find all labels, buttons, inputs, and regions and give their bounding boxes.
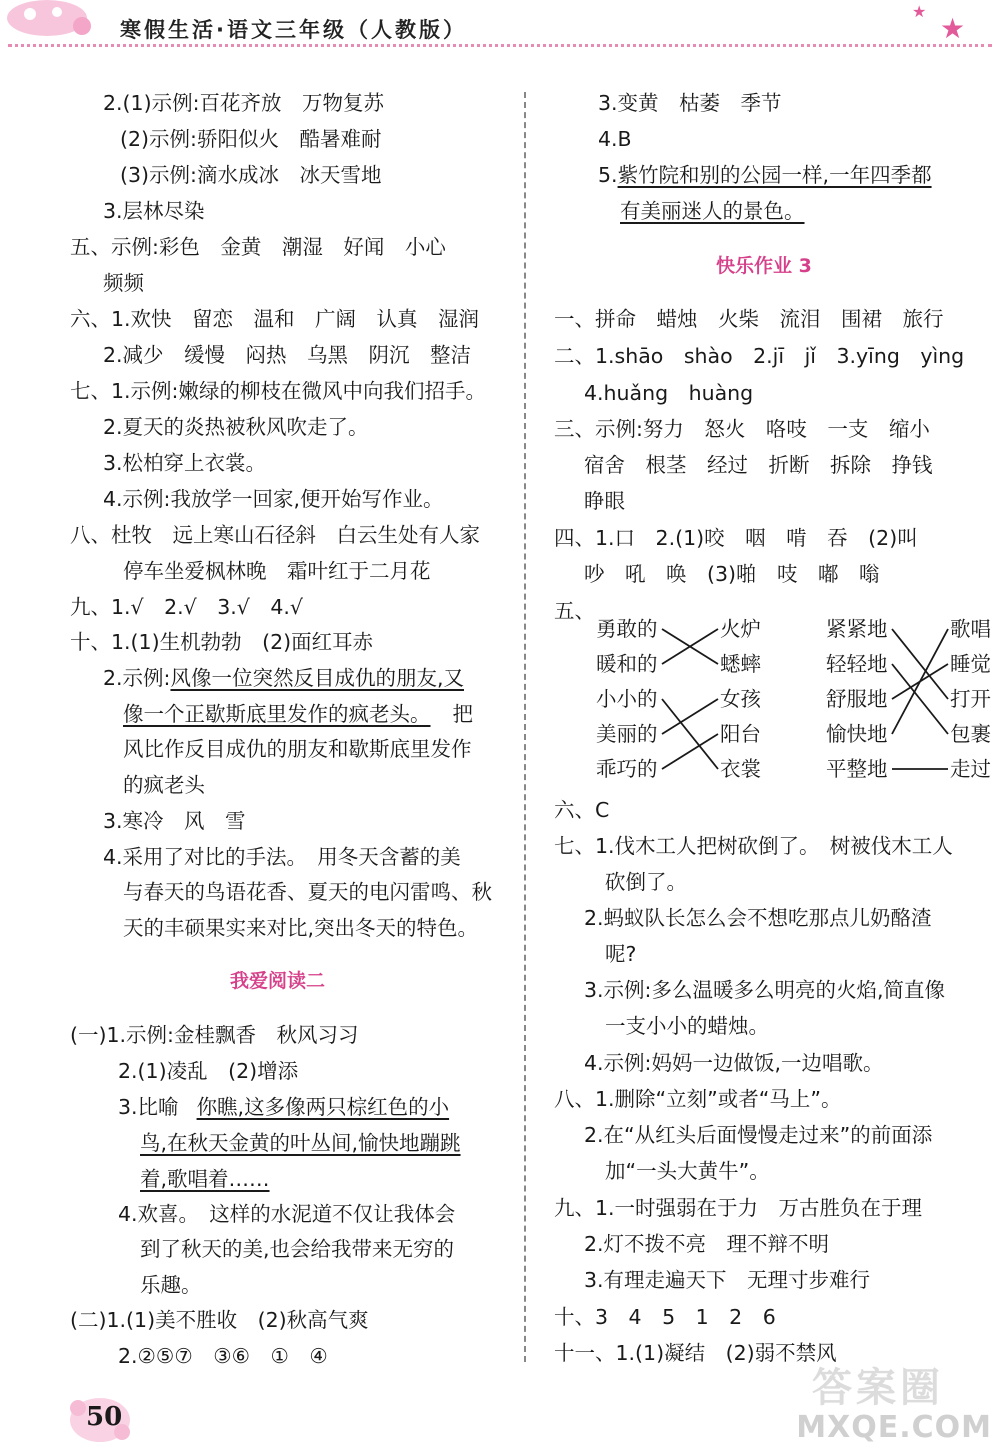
- answer-line: 3.寒冷 风 雪: [103, 809, 246, 833]
- header-divider: [8, 44, 992, 47]
- answer-line: 六、1.欢快 留恋 温和 广阔 认真 湿润: [70, 307, 480, 331]
- answer-line: 3.有理走遍天下 无理寸步难行: [584, 1268, 871, 1292]
- answer-line: 八、1.删除“立刻”或者“马上”。: [554, 1087, 842, 1111]
- underlined-answer: 有美丽迷人的景色。: [620, 199, 805, 223]
- answer-line: 九、1.√ 2.√ 3.√ 4.√: [70, 595, 303, 619]
- answer-line: 2.(1)凌乱 (2)增添: [118, 1059, 299, 1083]
- answer-line: 一、拼命 蜡烛 火柴 流泪 围裙 旅行: [554, 307, 944, 331]
- answer-line: 睁眼: [584, 489, 625, 513]
- match-word: 睡觉: [950, 652, 991, 676]
- answer-line: 4.huǎng huàng: [584, 381, 754, 405]
- answer-line: 3.变黄 枯萎 季节: [598, 91, 782, 115]
- answer-line: 3.示例:多么温暖多么明亮的火焰,简直像: [584, 978, 945, 1002]
- answer-text: 把: [452, 702, 473, 726]
- answer-line: 十、3 4 5 1 2 6: [554, 1305, 776, 1329]
- match-word: 蟋蟀: [720, 652, 761, 676]
- answer-line: 3.层林尽染: [103, 199, 205, 223]
- answer-label: 5.: [598, 163, 618, 187]
- match-line: [662, 629, 718, 664]
- match-word: 勇敢的: [596, 617, 658, 641]
- answer-line: [620, 196, 805, 226]
- answer-line: 2.(1)示例:百花齐放 万物复苏: [103, 91, 385, 115]
- answer-line: 4.示例:妈妈一边做饭,一边唱歌。: [584, 1051, 884, 1075]
- answer-line: 4.B: [598, 127, 632, 151]
- answer-label: 2.示例:: [103, 666, 171, 690]
- answer-line: [140, 1164, 270, 1194]
- match-line: [892, 629, 948, 699]
- answer-line: (二)1.(1)美不胜收 (2)秋高气爽: [70, 1308, 369, 1332]
- underlined-answer: 风像一位突然反目成仇的朋友,又: [170, 666, 464, 690]
- match-word: 歌唱: [950, 617, 991, 641]
- answer-line: 2.②⑤⑦ ③⑥ ① ④: [118, 1344, 328, 1368]
- answer-label: 3.比喻: [118, 1095, 179, 1119]
- match-word: 衣裳: [720, 757, 761, 781]
- underlined-answer: 紫竹院和别的公园一样,一年四季都: [617, 163, 932, 187]
- answer-line: 的疯老头: [123, 773, 205, 797]
- answer-line: 2.减少 缓慢 闷热 乌黑 阴沉 整洁: [103, 343, 472, 367]
- page-header: [0, 0, 1000, 46]
- answer-line: 3.松柏穿上衣裳。: [103, 451, 267, 475]
- page-number-badge: [68, 1396, 132, 1444]
- answer-line: 乐趣。: [140, 1273, 202, 1297]
- match-word: 女孩: [720, 687, 761, 711]
- answer-line: 吵 吼 唤 (3)啪 吱 嘟 嗡: [584, 562, 880, 586]
- answer-line: 七、1.伐木工人把树砍倒了。 树被伐木工人: [554, 834, 953, 858]
- section-title: 我爱阅读二: [230, 970, 326, 992]
- answer-line: 十、1.(1)生机勃勃 (2)面红耳赤: [70, 630, 374, 654]
- match-word: 乖巧的: [596, 757, 658, 781]
- answer-line: [118, 1092, 449, 1122]
- answer-line: 风比作反目成仇的朋友和歇斯底里发作: [123, 737, 472, 761]
- section-title: 快乐作业 3: [716, 255, 812, 277]
- underlined-answer: 你瞧,这多像两只棕红色的小: [196, 1095, 450, 1119]
- column-divider: [524, 92, 526, 1362]
- answer-line: 八、杜牧 远上寒山石径斜 白云生处有人家: [70, 523, 480, 547]
- answer-line: 四、1.口 2.(1)咬 咽 啃 吞 (2)叫: [554, 526, 918, 550]
- match-word: 包裹: [950, 722, 991, 746]
- underlined-answer: 着,歌唱着……: [140, 1167, 270, 1191]
- answer-line: 十一、1.(1)凝结 (2)弱不禁风: [554, 1341, 837, 1365]
- answer-line: 三、示例:努力 怒火 咯吱 一支 缩小: [554, 417, 930, 441]
- watermark-url: MXQE.COM: [796, 1410, 992, 1445]
- match-word: 火炉: [720, 617, 761, 641]
- match-line: [662, 734, 718, 769]
- match-word: 轻轻地: [826, 652, 888, 676]
- match-line: [662, 699, 718, 734]
- star-icon: ★: [912, 2, 927, 21]
- answer-line: [103, 663, 464, 693]
- answer-line: 与春天的鸟语花香、夏天的电闪雷鸣、秋: [123, 880, 492, 904]
- answer-line: 2.在“从红头后面慢慢走过来”的前面添: [584, 1123, 933, 1147]
- answer-line: 砍倒了。: [605, 870, 687, 894]
- answer-line: 停车坐爱枫林晚 霜叶红于二月花: [123, 559, 431, 583]
- match-word: 暖和的: [596, 652, 658, 676]
- match-line: [662, 699, 718, 769]
- answer-line: [598, 160, 932, 190]
- match-word: 舒服地: [826, 687, 888, 711]
- answer-line: 天的丰硕果实来对比,突出冬天的特色。: [123, 916, 479, 940]
- match-word: 愉快地: [826, 722, 888, 746]
- answer-line: 2.灯不拨不亮 理不辩不明: [584, 1232, 830, 1256]
- star-icon: ★: [940, 12, 966, 45]
- match-line: [662, 629, 718, 664]
- match-word: 美丽的: [596, 722, 658, 746]
- answer-line: 4.欢喜。 这样的水泥道不仅让我体会: [118, 1202, 456, 1226]
- answer-line: 七、1.示例:嫩绿的柳枝在微风中向我们招手。: [70, 379, 486, 403]
- match-word: 紧紧地: [826, 617, 888, 641]
- answer-line: (3)示例:滴水成冰 冰天雪地: [120, 163, 382, 187]
- answer-line: 宿舍 根茎 经过 折断 拆除 挣钱: [584, 453, 933, 477]
- answer-line: (一)1.示例:金桂飘香 秋风习习: [70, 1023, 359, 1047]
- underlined-answer: 像一个正歇斯底里发作的疯老头。: [123, 702, 431, 726]
- answer-line: [140, 1128, 461, 1158]
- answer-line: 六、C: [554, 798, 610, 822]
- match-word: 小小的: [596, 687, 658, 711]
- answer-line: 2.蚂蚁队长怎么会不想吃那点儿奶酪渣: [584, 906, 932, 930]
- cartoon-logo-icon: [2, 0, 112, 42]
- answer-line: 4.采用了对比的手法。 用冬天含蓄的美: [103, 845, 461, 869]
- answer-line: 2.夏天的炎热被秋风吹走了。: [103, 415, 369, 439]
- answer-line: 呢?: [605, 942, 637, 966]
- match-line: [892, 629, 948, 734]
- answer-line: 一支小小的蜡烛。: [605, 1014, 769, 1038]
- match-line: [892, 664, 948, 734]
- header-title: 寒假生活·语文三年级（人教版）: [120, 18, 467, 42]
- page-number: 50: [86, 1402, 123, 1432]
- match-word: 阳台: [720, 722, 761, 746]
- match-line: [892, 664, 948, 699]
- answer-line: (2)示例:骄阳似火 酷暑难耐: [120, 127, 382, 151]
- answer-line: 到了秋天的美,也会给我带来无穷的: [140, 1237, 455, 1261]
- answer-line: 五、示例:彩色 金黄 潮湿 好闻 小心: [70, 235, 446, 259]
- answer-line: 二、1.shāo shào 2.jī jǐ 3.yīng yìng: [554, 344, 965, 368]
- answer-line: 加“一头大黄牛”。: [605, 1159, 770, 1183]
- answer-line: 频频: [103, 271, 144, 295]
- answer-line: 九、1.一时强弱在于力 万古胜负在于理: [554, 1196, 923, 1220]
- answer-line: 五、: [554, 599, 595, 623]
- match-word: 平整地: [826, 757, 888, 781]
- answer-line: 4.示例:我放学一回家,便开始写作业。: [103, 487, 444, 511]
- match-word: 走过: [950, 757, 991, 781]
- watermark-logo: 答案圈: [812, 1365, 944, 1411]
- underlined-answer: 鸟,在秋天金黄的叶丛间,愉快地蹦跳: [140, 1131, 461, 1155]
- match-word: 打开: [950, 687, 991, 711]
- answer-line: [123, 699, 473, 729]
